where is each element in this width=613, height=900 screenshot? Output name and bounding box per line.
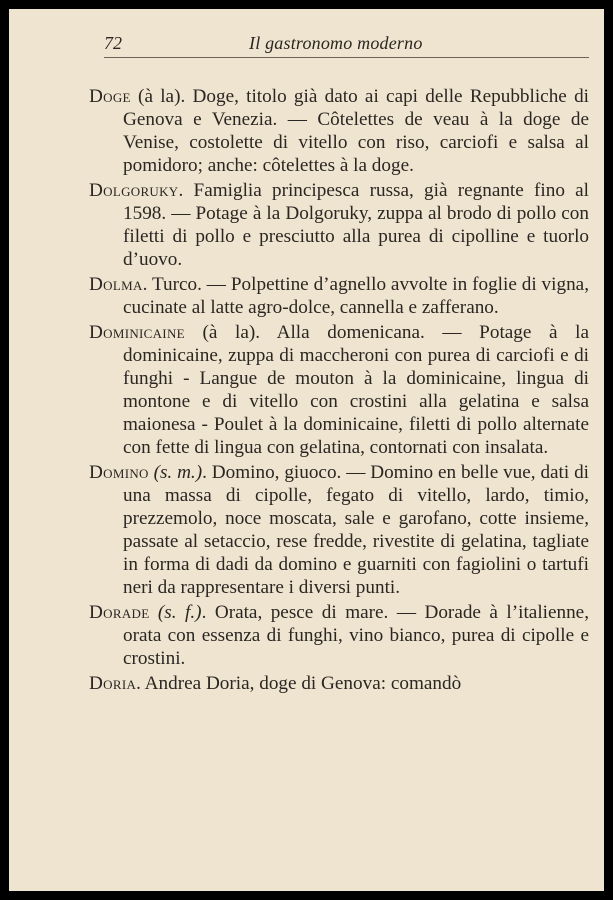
entry-headword: Domino — [89, 462, 149, 483]
entry-dolma — [89, 273, 589, 319]
entry-text: . Andrea Doria, doge di Genova: comandò — [136, 673, 462, 694]
entry-headword: Dolgoruky — [89, 180, 179, 201]
entry-text: . Orata, pesce di mare. — Dorade à l’italienne, orata con essenza di funghi, vino bianco, purea di cipolle e crostini. — [123, 602, 589, 669]
entry-headword: Doria — [89, 673, 137, 694]
entry-text: (à la). Doge, titolo già dato ai capi delle Repubbliche di Genova e Venezia. — Côtelettes de veau à la doge de Venise, costolette di vitello con riso, carciofi e salsa al pomidoro; anche: côtelettes à la doge. — [123, 86, 589, 176]
running-title: Il gastronomo moderno — [249, 33, 423, 53]
header-rule — [104, 57, 589, 58]
entry-domino — [89, 461, 589, 599]
entry-headword: Dorade — [89, 602, 150, 623]
dictionary-entries — [89, 85, 589, 697]
entry-headword: Dominicaine — [89, 322, 185, 343]
entry-text: (à la). Alla domenicana. — Potage à la dominicaine, zuppa di maccheroni con purea di carciofi e di funghi - Langue de mouton à la dominicaine, lingua di montone e di vitello con crostini alla gelatina e salsa maionesa - Poulet à la dominicaine, filetti di pollo alternate con fette di lingua con gelatina, contornati con insalata. — [123, 322, 589, 458]
entry-headword: Doge — [89, 86, 131, 107]
entry-text: . Famiglia principesca russa, già regnante fino al 1598. — Potage à la Dolgoruky, zuppa al brodo di pollo con filetti di pollo e presciutto alla purea di cipolline e tuorlo d’uovo. — [123, 180, 589, 270]
entry-dolgoruky — [89, 179, 589, 271]
entry-dominicaine — [89, 321, 589, 459]
entry-doria — [89, 672, 589, 695]
page-number: 72 — [104, 33, 122, 53]
entry-headword: Dolma — [89, 274, 143, 295]
entry-grammar: (s. f.) — [149, 602, 202, 623]
entry-grammar: (s. m.) — [148, 462, 203, 483]
entry-dorade — [89, 601, 589, 670]
entry-text: . Domino, giuoco. — Domino en belle vue, dati di una massa di cipolle, fegato di vitello, lardo, timio, prezzemolo, noce moscata, sale e garofano, cotte insieme, passate al setaccio, rese fredde, rivestite di gelatina, tagliate in forma di dadi da domino e guarniti con fagiolini o tartufi neri da rappresentare i diversi punti. — [123, 462, 589, 598]
entry-text: . Turco. — Polpettine d’agnello avvolte in foglie di vigna, cucinate al latte agro-dolce, cannella e zafferano. — [123, 274, 589, 318]
page-header — [104, 23, 594, 53]
entry-doge — [89, 85, 589, 177]
book-page — [9, 9, 604, 891]
